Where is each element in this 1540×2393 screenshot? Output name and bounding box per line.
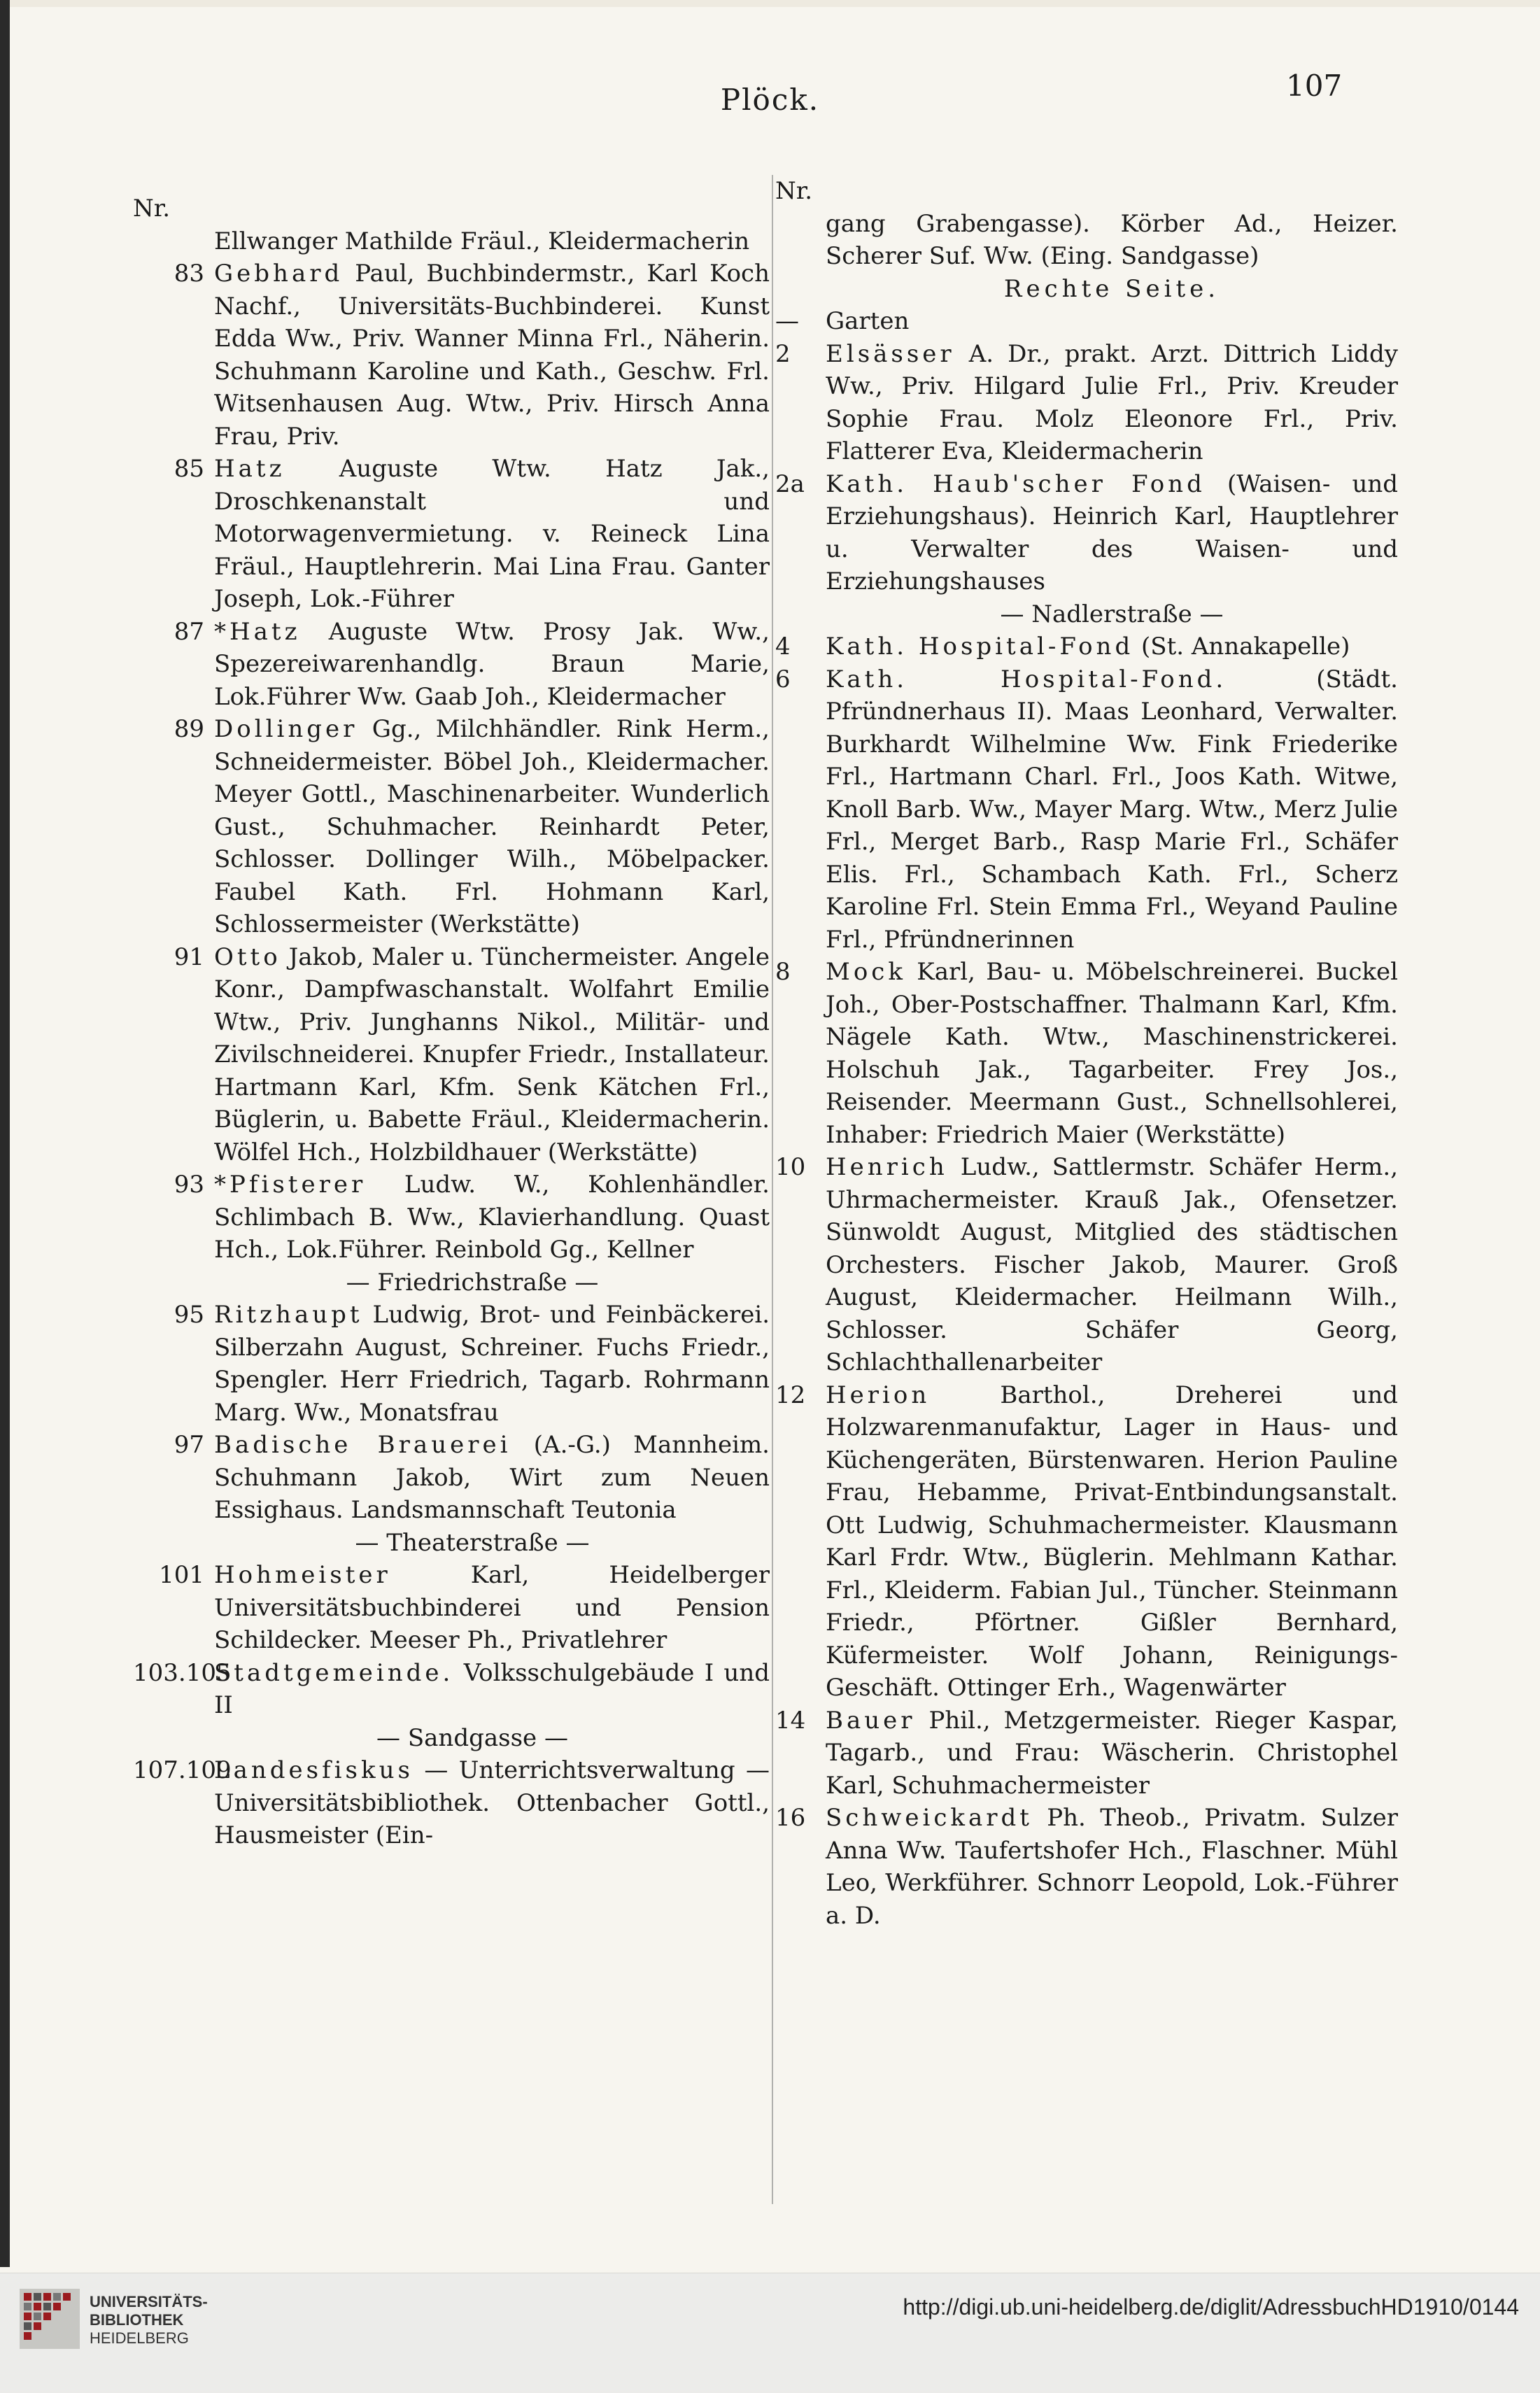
- entry-text: [826, 1802, 1398, 1932]
- owner-name: Badische Brauerei: [214, 1431, 511, 1459]
- entry-list: [775, 305, 1398, 598]
- scan-left-edge: [0, 0, 10, 2267]
- house-number: 93: [174, 1171, 204, 1199]
- owner-name: Hohmeister: [214, 1561, 391, 1589]
- list-item: [775, 1802, 1398, 1932]
- entry-text: [214, 1299, 770, 1429]
- entry-text: [214, 257, 770, 453]
- institution-name: UNIVERSITÄTS- BIBLIOTHEK HEIDELBERG: [90, 2293, 208, 2347]
- entry-details: (Städt. Pfründnerhaus II). Maas Leonhard, Verwalter. Burkhardt Wilhelmine Ww. Fink Friederike Frl., Hartmann Charl. Frl., Joos Kath. Witwe, Knoll Barb. Ww., Mayer Marg. Wtw., Merz Julie Frl., Merget Barb., Rasp Marie Frl., Schäfer Elis. Frl., Schambach Kath. Frl., Scherz Karoline Frl. Stein Emma Frl., Weyand Pauline Frl., Pfründnerinnen: [826, 665, 1398, 954]
- owner-name: Mock: [826, 958, 906, 986]
- entry-text: [826, 1379, 1398, 1704]
- entry-list: [133, 1559, 770, 1722]
- list-item: [133, 941, 770, 1169]
- left-column: [133, 192, 770, 1852]
- entry-details: Garten: [826, 307, 910, 335]
- entry-details: Phil., Metzgermeister. Rieger Kaspar, Tagarb., und Frau: Wäscherin. Christophel Karl, Schuhmachermeister: [826, 1706, 1398, 1800]
- entry-details: Ludwig, Brot- und Feinbäckerei. Silberzahn August, Schreiner. Fuchs Friedr., Spengler. Herr Friedrich, Tagarb. Rohrmann Marg. Ww., Monatsfrau: [214, 1301, 770, 1427]
- owner-name: Gebhard: [214, 260, 344, 288]
- house-number: 8: [775, 958, 791, 986]
- list-item: [775, 663, 1398, 957]
- list-item: [133, 453, 770, 616]
- list-item: [133, 257, 770, 453]
- street-heading: — Sandgasse —: [376, 1723, 568, 1752]
- house-number: —: [775, 307, 799, 335]
- house-number: 87: [174, 617, 204, 646]
- entry-details: (Waisen- und Erziehungshaus). Heinrich Karl, Hauptlehrer u. Verwalter des Waisen- und Erziehungshauses: [826, 470, 1398, 595]
- entry-details: (A.-G.) Mannheim. Schuhmann Jakob, Wirt zum Neuen Essighaus. Landsmannschaft Teutonia: [214, 1431, 770, 1524]
- page-title: Plöck.: [720, 83, 820, 117]
- house-number: 4: [775, 633, 791, 661]
- entry-details: Volksschulgebäude I und II: [214, 1658, 770, 1719]
- entry-details: Auguste Wtw. Prosy Jak. Ww., Spezereiwarenhandlg. Braun Marie, Lok.Führer Ww. Gaab Joh., Kleidermacher: [214, 617, 770, 711]
- entry-text: [214, 453, 770, 616]
- page-number: 107: [1286, 69, 1343, 103]
- entry-text: [214, 1657, 770, 1722]
- house-number: 85: [174, 455, 204, 483]
- footer-bar: [0, 2273, 1540, 2393]
- entry-details: Auguste Wtw. Hatz Jak., Droschkenanstalt und Motorwagenvermietung. v. Reineck Lina Fräul., Hauptlehrerin. Mai Lina Frau. Ganter Joseph, Lok.-Führer: [214, 455, 770, 613]
- owner-name: Schweickardt: [826, 1804, 1033, 1832]
- owner-name: Ritzhaupt: [214, 1301, 363, 1329]
- nr-label: Nr.: [133, 195, 171, 223]
- list-item: [133, 1169, 770, 1266]
- entry-details: Jakob, Maler u. Tünchermeister. Angele Konr., Dampfwaschanstalt. Wolfahrt Emilie Wtw., Priv. Junghanns Nikol., Militär- und Zivilschneiderei. Knupfer Friedr., Installateur. Hartmann Karl, Kfm. Senk Kätchen Frl., Büglerin, u. Babette Fräul., Kleidermacherin. Wölfel Hch., Holzbildhauer (Werkstätte): [214, 943, 770, 1166]
- owner-name: Landesfiskus: [214, 1756, 414, 1784]
- entry-text: [826, 956, 1398, 1151]
- column-divider: [772, 175, 773, 2204]
- owner-name: Henrich: [826, 1153, 948, 1181]
- owner-name: *Pfisterer: [214, 1171, 367, 1199]
- scan-top-edge: [0, 0, 1540, 7]
- entry-list: [133, 1299, 770, 1527]
- house-number: 83: [174, 260, 204, 288]
- list-item: [775, 630, 1398, 663]
- list-item: [133, 1657, 770, 1722]
- entry-details: A. Dr., prakt. Arzt. Dittrich Liddy Ww., Priv. Hilgard Julie Frl., Priv. Kreuder Sophie Frau. Molz Eleonore Frl., Priv. Flatterer Eva, Kleidermacherin: [826, 339, 1398, 465]
- house-number: 89: [174, 715, 204, 743]
- house-number: 107.109: [133, 1756, 232, 1784]
- entry-text: [826, 338, 1398, 468]
- house-number: 97: [174, 1431, 204, 1459]
- side-heading: Rechte Seite.: [1003, 274, 1220, 303]
- house-number: 12: [775, 1381, 806, 1409]
- list-item: [133, 1299, 770, 1429]
- owner-name: Stadtgemeinde.: [214, 1658, 454, 1687]
- owner-name: Kath. Haub'scher Fond: [826, 470, 1206, 498]
- right-column: [775, 175, 1398, 1932]
- university-library-logo-icon: [20, 2289, 80, 2349]
- owner-name: Herion: [826, 1381, 931, 1409]
- entry-text: [826, 663, 1398, 957]
- house-number: 91: [174, 943, 204, 971]
- entry-details: Paul, Buchbindermstr., Karl Koch Nachf., Universitäts-Buchbinderei. Kunst Edda Ww., Priv. Wanner Minna Frl., Näherin. Schuhmann Karoline und Kath., Geschw. Frl. Witsenhausen Aug. Wtw., Priv. Hirsch Anna Frau, Priv.: [214, 260, 770, 451]
- owner-name: Kath. Hospital-Fond.: [826, 665, 1227, 693]
- list-item: [133, 616, 770, 714]
- list-item: [775, 338, 1398, 468]
- entry-text: [214, 1169, 770, 1266]
- entry-text: [214, 941, 770, 1169]
- entry-text: [826, 1151, 1398, 1379]
- entry-details: Ludw., Sattlermstr. Schäfer Herm., Uhrmachermeister. Krauß Jak., Ofensetzer. Sünwoldt August, Mitglied des städtischen Orchesters. Fischer Jakob, Maurer. Groß August, Kleidermacher. Heilmann Wilh., Schlosser. Schäfer Georg, Schlachthallenarbeiter: [826, 1153, 1398, 1376]
- list-item: [133, 1754, 770, 1852]
- entry-details: Karl, Bau- u. Möbelschreinerei. Buckel Joh., Ober-Postschaffner. Thalmann Karl, Kfm. Nägele Kath. Wtw., Maschinenstrickerei. Holschuh Jak., Tagarbeiter. Frey Jos., Reisender. Meermann Gust., Schnellsohlerei, Inhaber: Friedrich Maier (Werkstätte): [826, 958, 1398, 1149]
- house-number: 16: [775, 1804, 806, 1832]
- entry-text: [214, 1754, 770, 1852]
- entry-list: [775, 630, 1398, 1932]
- entry-text: [214, 1429, 770, 1527]
- right-intro: gang Grabengasse). Körber Ad., Heizer. Scherer Suf. Ww. (Eing. Sandgasse): [826, 209, 1398, 270]
- entry-details: (St. Annakapelle): [1133, 633, 1350, 661]
- entry-text: [214, 1559, 770, 1657]
- house-number: 2: [775, 339, 791, 368]
- owner-name: *Hatz: [214, 617, 301, 646]
- source-url-link[interactable]: http://digi.ub.uni-heidelberg.de/diglit/AdressbuchHD1910/0144: [903, 2294, 1519, 2320]
- entry-text: [826, 1704, 1398, 1802]
- entry-text: [826, 630, 1398, 663]
- house-number: 103.105: [133, 1658, 232, 1687]
- list-item: [775, 1704, 1398, 1802]
- list-item: [133, 713, 770, 941]
- entry-details: Gg., Milchhändler. Rink Herm., Schneidermeister. Böbel Joh., Kleidermacher. Meyer Gottl., Maschinenarbeiter. Wunderlich Gust., Schuhmacher. Reinhardt Peter, Schlosser. Dollinger Wilh., Möbelpacker. Faubel Kath. Frl. Hohmann Karl, Schlossermeister (Werkstätte): [214, 715, 770, 938]
- list-item: [775, 956, 1398, 1151]
- owner-name: Kath. Hospital-Fond: [826, 633, 1134, 661]
- house-number: 14: [775, 1706, 806, 1735]
- owner-name: Elsässer: [826, 339, 955, 368]
- list-item: [775, 1151, 1398, 1379]
- owner-name: Hatz: [214, 455, 285, 483]
- list-item: [775, 1379, 1398, 1704]
- house-number: 101: [159, 1561, 204, 1589]
- entry-text: [214, 616, 770, 714]
- entry-list: [133, 1754, 770, 1852]
- owner-name: Dollinger: [214, 715, 358, 743]
- list-item: [775, 468, 1398, 598]
- house-number: 95: [174, 1301, 204, 1329]
- entry-details: — Unterrichtsverwaltung — Universitätsbibliothek. Ottenbacher Gottl., Hausmeister (Ein-: [214, 1756, 770, 1849]
- owner-name: Otto: [214, 943, 281, 971]
- entry-list: [133, 257, 770, 1266]
- entry-details: Ludw. W., Kohlenhändler. Schlimbach B. Ww., Klavierhandlung. Quast Hch., Lok.Führer. Reinbold Gg., Kellner: [214, 1171, 770, 1264]
- house-number: 10: [775, 1153, 806, 1181]
- entry-details: Karl, Heidelberger Universitätsbuchbinderei und Pension Schildecker. Meeser Ph., Privatlehrer: [214, 1561, 770, 1654]
- owner-name: Bauer: [826, 1706, 916, 1735]
- entry-text: [826, 305, 1398, 338]
- entry-text: [214, 713, 770, 941]
- list-item: [133, 1559, 770, 1657]
- list-item: [775, 305, 1398, 338]
- entry-details: Ph. Theob., Privatm. Sulzer Anna Ww. Taufertshofer Hch., Flaschner. Mühl Leo, Werkführer. Schnorr Leopold, Lok.-Führer a. D.: [826, 1804, 1398, 1930]
- entry-details: Barthol., Dreherei und Holzwarenmanufaktur, Lager in Haus- und Küchengeräten, Bürstenwaren. Herion Pauline Frau, Hebamme, Privat-Entbindungsanstalt. Ott Ludwig, Schuhmachermeister. Klausmann Karl Frdr. Wtw., Büglerin. Mehlmann Kathar. Frl., Kleiderm. Fabian Jul., Tüncher. Steinmann Friedr., Pförtner. Gißler Bernhard, Küfermeister. Wolf Johann, Reinigungs-Geschäft. Ottinger Erh., Wagenwärter: [826, 1381, 1398, 1702]
- street-heading: — Nadlerstraße —: [1000, 600, 1224, 628]
- left-intro: Ellwanger Mathilde Fräul., Kleidermacherin: [214, 227, 750, 255]
- entry-text: [826, 468, 1398, 598]
- list-item: [133, 1429, 770, 1527]
- house-number: 6: [775, 665, 791, 693]
- nr-label: Nr.: [775, 177, 813, 205]
- street-heading: — Friedrichstraße —: [346, 1268, 599, 1297]
- house-number: 2a: [775, 470, 805, 498]
- street-heading: — Theaterstraße —: [355, 1528, 590, 1557]
